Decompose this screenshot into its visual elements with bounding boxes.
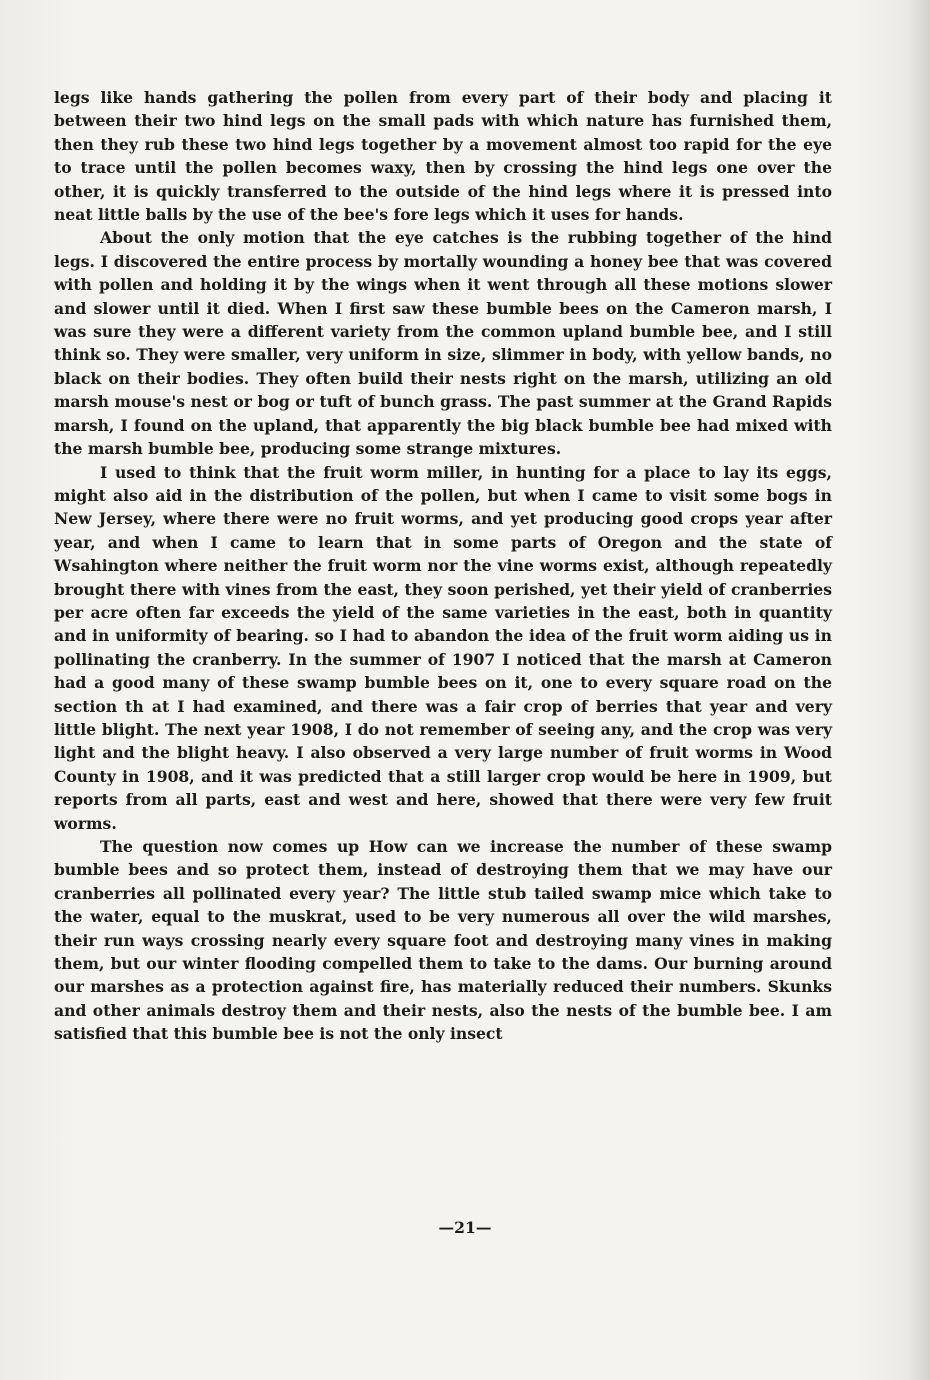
paragraph-1: legs like hands gathering the pollen from every part of their body and placing it between their two hind legs on the small pads with which nature has furnished them, then they rub these two hind legs together by a movement almost too rapid for the eye to trace until the pollen becomes waxy, then by crossing the hind legs one over the other, it is quickly transferred to the outside of the hind legs where it is pressed into neat little balls by the use of the bee's fore legs which it uses for hands.: [54, 88, 832, 225]
paragraph-3: I used to think that the fruit worm miller, in hunting for a place to lay its eggs, might also aid in the distribution of the pollen, but when I came to visit some bogs in New Jersey, where there were no fruit worms, and yet producing good crops year after year, and when I came to learn that in some parts of Oregon and the state of Wsahington where neither the fruit worm nor the vine worms exist, although repeatedly brought there with vines from the east, they soon perished, yet their yield of cranberries per acre often far exceeds the yield of the same varieties in the east, both in quantity and in uniformity of bearing. so I had to abandon the idea of the fruit worm aiding us in pollinating the cranberry. In the summer of 1907 I noticed that the marsh at Cameron had a good many of these swamp bumble bees on it, one to every square road on the section th at I had examined, and there was a fair crop of berries that year and very little blight. The next year 1908, I do not remember of seeing any, and the crop was very light and the blight heavy. I also observed a very large number of fruit worms in Wood County in 1908, and it was predicted that a still larger crop would be here in 1909, but reports from all parts, east and west and here, showed that there were very few fruit worms.: [54, 462, 832, 833]
page-number: —21—: [438, 1218, 492, 1237]
page-edge-shadow: [908, 0, 930, 1380]
body-text: [54, 86, 832, 1046]
paragraph-2: About the only motion that the eye catches is the rubbing together of the hind legs. I discovered the entire process by mortally wounding a honey bee that was covered with pollen and holding it by the wings when it went through all these motions slower and slower until it died. When I first saw these bumble bees on the Cameron marsh, I was sure they were a different variety from the common upland bumble bee, and I still think so. They were smaller, very uniform in size, slimmer in body, with yellow bands, no black on their bodies. They often build their nests right on the marsh, utilizing an old marsh mouse's nest or bog or tuft of bunch grass. The past summer at the Grand Rapids marsh, I found on the upland, that apparently the big black bumble bee had mixed with the marsh bumble bee, producing some strange mixtures.: [54, 228, 832, 459]
paragraph-4: The question now comes up How can we increase the number of these swamp bumble bees and so protect them, instead of destroying them that we may have our cranberries all pollinated every year? The little stub tailed swamp mice which take to the water, equal to the muskrat, used to be very numerous all over the wild marshes, their run ways crossing nearly every square foot and destroying many vines in making them, but our winter flooding compelled them to take to the dams. Our burning around our marshes as a protection against fire, has materially reduced their numbers. Skunks and other animals destroy them and their nests, also the nests of the bumble bee. I am satisfied that this bumble bee is not the only insect: [54, 837, 832, 1044]
